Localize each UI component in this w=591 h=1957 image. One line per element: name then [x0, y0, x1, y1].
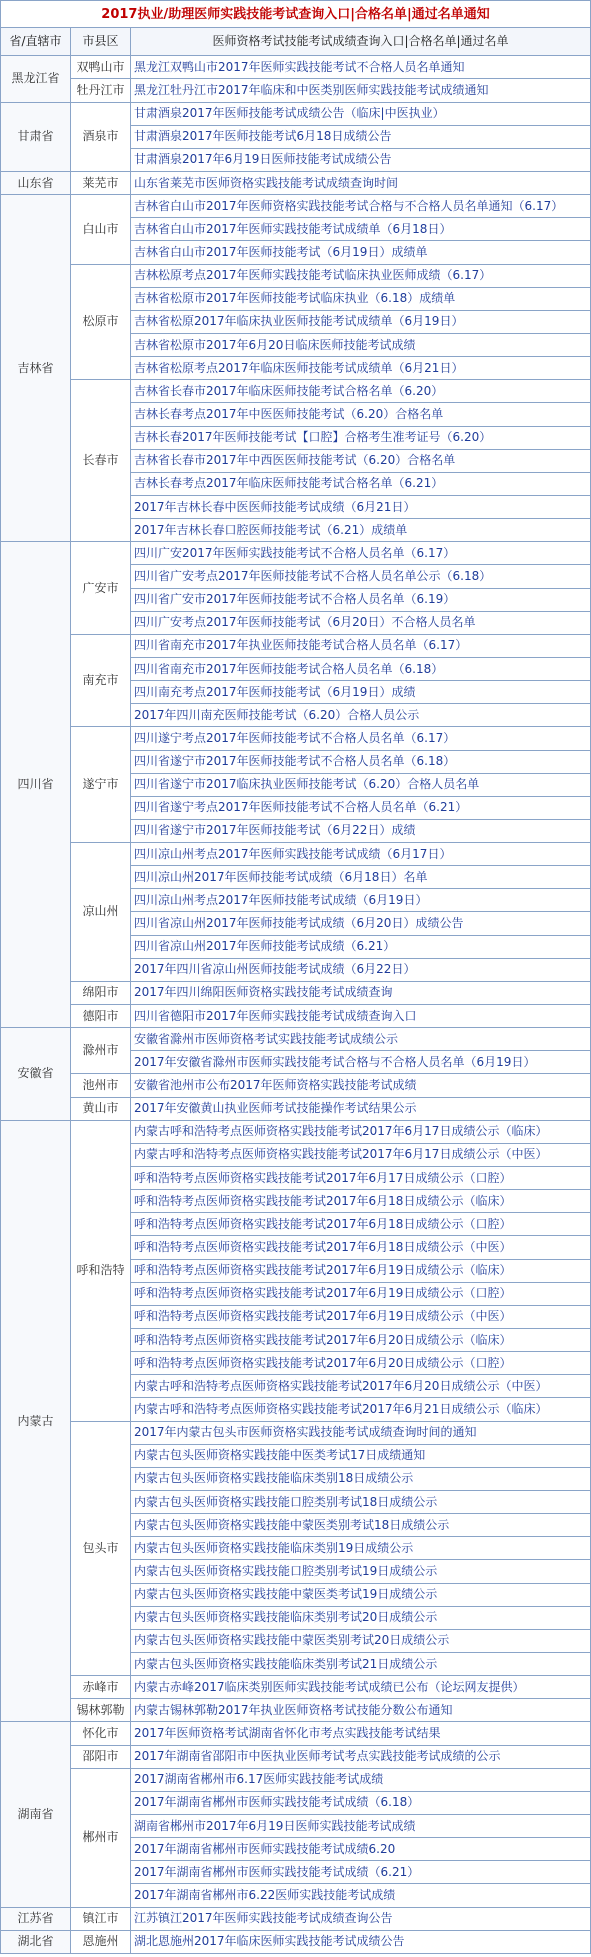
score-link[interactable]: 2017年湖南省郴州市医师实践技能考试成绩6.20	[134, 1841, 396, 1856]
table-row	[1, 1005, 591, 1028]
score-link[interactable]: 内蒙古包头医师资格实践技能临床类别考试20日成绩公示	[134, 1610, 438, 1625]
score-link[interactable]: 四川省南充市2017年执业医师技能考试合格人员名单（6.17）	[134, 638, 468, 653]
score-link[interactable]: 四川省南充市2017年医师技能考试合格人员名单（6.18）	[134, 661, 444, 676]
score-link[interactable]: 安徽省滁州市医师资格考试实践技能考试成绩公示	[134, 1031, 399, 1046]
score-link[interactable]: 黑龙江双鸭山市2017年医师实践技能考试不合格人员名单通知	[134, 59, 465, 74]
score-link[interactable]: 吉林省松原2017年临床执业医师技能考试成绩单（6月19日）	[134, 314, 464, 329]
link-cell	[131, 1514, 591, 1537]
score-link[interactable]: 安徽省池州市公布2017年医师资格实践技能考试成绩	[134, 1078, 417, 1093]
table-row	[1, 1745, 591, 1768]
score-link[interactable]: 内蒙古锡林郭勒2017年执业医师资格考试技能分数公布通知	[134, 1702, 453, 1717]
link-cell	[131, 102, 591, 125]
score-link[interactable]: 2017年湖南省邵阳市中医执业医师考试考点实践技能考试成绩的公示	[134, 1749, 501, 1764]
link-cell	[131, 819, 591, 842]
table-row	[1, 542, 591, 565]
score-link[interactable]: 内蒙古包头医师资格实践技能临床类别考试21日成绩公示	[134, 1656, 438, 1671]
link-cell	[131, 1143, 591, 1166]
table-row	[1, 1120, 591, 1143]
table-row	[1, 195, 591, 218]
link-cell	[131, 542, 591, 565]
link-cell	[131, 310, 591, 333]
city-cell: 松原市	[71, 264, 131, 380]
table-row	[1, 171, 591, 194]
score-link[interactable]: 四川凉山州考点2017年医师实践技能考试成绩（6月17日）	[134, 846, 452, 861]
link-cell	[131, 750, 591, 773]
table-row	[1, 79, 591, 102]
link-cell	[131, 796, 591, 819]
score-link[interactable]: 2017年安徽省滁州市医师实践技能考试合格与不合格人员名单（6月19日）	[134, 1054, 536, 1069]
city-cell: 滁州市	[71, 1028, 131, 1074]
score-link[interactable]: 吉林长春考点2017年临床医师技能考试合格名单（6.21）	[134, 476, 444, 491]
province-cell: 四川省	[1, 542, 71, 1028]
province-cell: 黑龙江省	[1, 56, 71, 102]
score-link[interactable]: 内蒙古包头医师资格实践技能中医类考试17日成绩通知	[134, 1448, 426, 1463]
link-cell	[131, 171, 591, 194]
link-cell	[131, 1583, 591, 1606]
province-cell: 安徽省	[1, 1028, 71, 1121]
link-cell	[131, 403, 591, 426]
table-row	[1, 102, 591, 125]
score-link[interactable]: 内蒙古包头医师资格实践技能临床类别19日成绩公示	[134, 1540, 414, 1555]
link-cell	[131, 1305, 591, 1328]
link-cell	[131, 1791, 591, 1814]
table-row	[1, 1421, 591, 1444]
score-link[interactable]: 吉林长春考点2017年中医医师技能考试（6.20）合格名单	[134, 406, 444, 421]
city-cell: 赤峰市	[71, 1676, 131, 1699]
score-link[interactable]: 内蒙古包头医师资格实践技能中蒙医类别考试20日成绩公示	[134, 1633, 450, 1648]
link-cell	[131, 1768, 591, 1791]
score-link[interactable]: 呼和浩特考点医师资格实践技能考试2017年6月20日成绩公示（口腔）	[134, 1355, 512, 1370]
score-link[interactable]: 吉林长春2017年医师技能考试【口腔】合格考生准考证号（6.20）	[134, 430, 492, 445]
table-row	[1, 1722, 591, 1745]
score-link[interactable]: 四川省遂宁市2017临床执业医师技能考试（6.20）合格人员名单	[134, 777, 480, 792]
link-cell	[131, 565, 591, 588]
score-link[interactable]: 呼和浩特考点医师资格实践技能考试2017年6月17日成绩公示（口腔）	[134, 1170, 512, 1185]
link-cell	[131, 1537, 591, 1560]
link-cell	[131, 889, 591, 912]
table-row	[1, 1768, 591, 1791]
table-row	[1, 981, 591, 1004]
city-cell: 牡丹江市	[71, 79, 131, 102]
page-title: 2017执业/助理医师实践技能考试查询入口|合格名单|通过名单通知	[1, 1, 591, 28]
table-row	[1, 634, 591, 657]
link-cell	[131, 657, 591, 680]
score-link[interactable]: 2017年四川南充医师技能考试（6.20）合格人员公示	[134, 707, 420, 722]
city-cell: 怀化市	[71, 1722, 131, 1745]
link-cell	[131, 634, 591, 657]
link-cell	[131, 1213, 591, 1236]
link-cell	[131, 333, 591, 356]
score-link[interactable]: 吉林省松原考点2017年临床医师技能考试成绩单（6月21日）	[134, 360, 464, 375]
score-link[interactable]: 呼和浩特考点医师资格实践技能考试2017年6月18日成绩公示（口腔）	[134, 1216, 512, 1231]
score-link[interactable]: 四川省遂宁市2017年医师技能考试（6月22日）成绩	[134, 823, 416, 838]
score-link[interactable]: 内蒙古包头医师资格实践技能中蒙医类考试19日成绩公示	[134, 1587, 438, 1602]
score-link[interactable]: 2017年四川省凉山州医师技能考试成绩（6月22日）	[134, 962, 416, 977]
score-link[interactable]: 内蒙古呼和浩特考点医师资格实践技能考试2017年6月20日成绩公示（中医）	[134, 1378, 548, 1393]
score-link[interactable]: 四川凉山州考点2017年医师技能考试成绩（6月19日）	[134, 892, 428, 907]
link-cell	[131, 1051, 591, 1074]
score-link[interactable]: 2017年医师资格考试湖南省怀化市考点实践技能考试结果	[134, 1725, 441, 1740]
city-cell: 包头市	[71, 1421, 131, 1676]
link-cell	[131, 1236, 591, 1259]
score-link[interactable]: 呼和浩特考点医师资格实践技能考试2017年6月19日成绩公示（临床）	[134, 1263, 512, 1278]
score-link[interactable]: 2017年湖南省郴州市医师实践技能考试成绩（6.18）	[134, 1795, 420, 1810]
link-cell	[131, 1491, 591, 1514]
link-cell	[131, 125, 591, 148]
score-link[interactable]: 山东省莱芜市医师资格实践技能考试成绩查询时间	[134, 175, 399, 190]
score-link[interactable]: 呼和浩特考点医师资格实践技能考试2017年6月18日成绩公示（中医）	[134, 1240, 512, 1255]
link-cell	[131, 1745, 591, 1768]
score-link[interactable]: 江苏镇江2017年医师实践技能考试成绩查询公告	[134, 1911, 393, 1926]
link-cell	[131, 1907, 591, 1930]
link-cell	[131, 1282, 591, 1305]
link-cell	[131, 449, 591, 472]
link-cell	[131, 1167, 591, 1190]
link-cell	[131, 380, 591, 403]
score-link[interactable]: 湖南省郴州市2017年6月19日医师实践技能考试成绩	[134, 1818, 416, 1833]
link-cell	[131, 704, 591, 727]
link-cell	[131, 1352, 591, 1375]
link-cell	[131, 1028, 591, 1051]
link-cell	[131, 472, 591, 495]
score-link[interactable]: 四川省凉山州2017年医师技能考试成绩（6月20日）成绩公告	[134, 916, 464, 931]
score-link[interactable]: 内蒙古包头医师资格实践技能中蒙医类别考试18日成绩公示	[134, 1517, 450, 1532]
table-row	[1, 1930, 591, 1953]
table-row	[1, 264, 591, 287]
city-cell: 白山市	[71, 195, 131, 264]
score-link[interactable]: 四川南充考点2017年医师技能考试（6月19日）成绩	[134, 684, 416, 699]
link-cell	[131, 1838, 591, 1861]
province-cell: 江苏省	[1, 1907, 71, 1930]
link-cell	[131, 1120, 591, 1143]
link-cell	[131, 519, 591, 542]
score-link[interactable]: 内蒙古呼和浩特考点医师资格实践技能考试2017年6月17日成绩公示（临床）	[134, 1124, 548, 1139]
score-link[interactable]: 吉林省白山市2017年医师资格实践技能考试合格与不合格人员名单通知（6.17）	[134, 198, 564, 213]
score-link[interactable]: 四川省凉山州2017年医师技能考试成绩（6.21）	[134, 939, 396, 954]
province-cell: 山东省	[1, 171, 71, 194]
score-link[interactable]: 呼和浩特考点医师资格实践技能考试2017年6月18日成绩公示（临床）	[134, 1193, 512, 1208]
link-cell	[131, 1884, 591, 1907]
city-cell: 凉山州	[71, 843, 131, 982]
header-province: 省/直辖市	[1, 28, 71, 56]
link-cell	[131, 1814, 591, 1837]
province-cell: 吉林省	[1, 195, 71, 542]
score-link[interactable]: 2017年吉林长春口腔医师技能考试（6.21）成绩单	[134, 522, 408, 537]
link-cell	[131, 1722, 591, 1745]
city-cell: 绵阳市	[71, 981, 131, 1004]
score-link[interactable]: 2017年吉林长春中医医师技能考试成绩（6月21日）	[134, 499, 416, 514]
link-cell	[131, 1329, 591, 1352]
score-link[interactable]: 内蒙古包头医师资格实践技能口腔类别考试19日成绩公示	[134, 1563, 438, 1578]
link-cell	[131, 681, 591, 704]
table-row	[1, 1699, 591, 1722]
city-cell: 郴州市	[71, 1768, 131, 1907]
link-cell	[131, 588, 591, 611]
score-link[interactable]: 黑龙江牡丹江市2017年临床和中医类别医师实践技能考试成绩通知	[134, 82, 489, 97]
link-cell	[131, 1074, 591, 1097]
link-cell	[131, 1444, 591, 1467]
score-link[interactable]: 甘肃酒泉2017年6月19日医师技能考试成绩公告	[134, 152, 392, 167]
score-link[interactable]: 2017年内蒙古包头市医师资格实践技能考试成绩查询时间的通知	[134, 1425, 477, 1440]
title-row	[1, 1, 591, 28]
city-cell: 锡林郭勒	[71, 1699, 131, 1722]
score-link[interactable]: 2017年安徽黄山执业医师考试技能操作考试结果公示	[134, 1101, 417, 1116]
link-cell	[131, 773, 591, 796]
score-link[interactable]: 2017年四川绵阳医师资格实践技能考试成绩查询	[134, 985, 393, 1000]
score-link[interactable]: 四川遂宁考点2017年医师技能考试不合格人员名单（6.17）	[134, 730, 456, 745]
link-cell	[131, 1005, 591, 1028]
link-cell	[131, 843, 591, 866]
table-row	[1, 56, 591, 79]
city-cell: 南充市	[71, 634, 131, 727]
score-link[interactable]: 呼和浩特考点医师资格实践技能考试2017年6月20日成绩公示（临床）	[134, 1332, 512, 1347]
table-row	[1, 1097, 591, 1120]
link-cell	[131, 1398, 591, 1421]
score-link[interactable]: 吉林松原考点2017年医师实践技能考试临床执业医师成绩（6.17）	[134, 268, 492, 283]
score-link[interactable]: 吉林省白山市2017年医师技能考试（6月19日）成绩单	[134, 244, 428, 259]
city-cell: 邵阳市	[71, 1745, 131, 1768]
score-link[interactable]: 四川省遂宁考点2017年医师技能考试不合格人员名单（6.21）	[134, 800, 468, 815]
header-links: 医师资格考试技能考试成绩查询入口|合格名单|通过名单	[131, 28, 591, 56]
city-cell: 广安市	[71, 542, 131, 635]
link-cell	[131, 1606, 591, 1629]
link-cell	[131, 1652, 591, 1675]
link-cell	[131, 1097, 591, 1120]
link-cell	[131, 56, 591, 79]
city-cell: 双鸭山市	[71, 56, 131, 79]
header-row	[1, 28, 591, 56]
link-cell	[131, 611, 591, 634]
city-cell: 酒泉市	[71, 102, 131, 171]
province-cell: 甘肃省	[1, 102, 71, 171]
score-link[interactable]: 2017年湖南省郴州市6.22医师实践技能考试成绩	[134, 1887, 396, 1902]
score-link[interactable]: 2017湖南省郴州市6.17医师实践技能考试成绩	[134, 1772, 384, 1787]
link-cell	[131, 935, 591, 958]
table-row	[1, 1074, 591, 1097]
province-cell: 湖北省	[1, 1930, 71, 1953]
score-link[interactable]: 吉林省松原市2017年医师技能考试临床执业（6.18）成绩单	[134, 291, 456, 306]
link-cell	[131, 727, 591, 750]
table-row	[1, 1028, 591, 1051]
city-cell: 镇江市	[71, 1907, 131, 1930]
link-cell	[131, 241, 591, 264]
score-link[interactable]: 四川省广安市2017年医师技能考试不合格人员名单（6.19）	[134, 592, 456, 607]
table-row	[1, 727, 591, 750]
city-cell: 长春市	[71, 380, 131, 542]
score-link[interactable]: 四川凉山州2017年医师技能考试成绩（6月18日）名单	[134, 869, 428, 884]
score-link[interactable]: 内蒙古呼和浩特考点医师资格实践技能考试2017年6月17日成绩公示（中医）	[134, 1147, 548, 1162]
province-cell: 湖南省	[1, 1722, 71, 1907]
link-cell	[131, 1375, 591, 1398]
link-cell	[131, 866, 591, 889]
score-link[interactable]: 甘肃酒泉2017年医师技能考试成绩公告（临床|中医执业）	[134, 106, 445, 121]
province-cell: 内蒙古	[1, 1120, 71, 1722]
city-cell: 遂宁市	[71, 727, 131, 843]
table-row	[1, 380, 591, 403]
link-cell	[131, 357, 591, 380]
score-link[interactable]: 内蒙古包头医师资格实践技能临床类别18日成绩公示	[134, 1471, 414, 1486]
score-link[interactable]: 内蒙古包头医师资格实践技能口腔类别考试18日成绩公示	[134, 1494, 438, 1509]
score-link[interactable]: 2017年湖南省郴州市医师实践技能考试成绩（6.21）	[134, 1864, 420, 1879]
score-link[interactable]: 四川省德阳市2017年医师实践技能考试成绩查询入口	[134, 1008, 417, 1023]
link-cell	[131, 1467, 591, 1490]
city-cell: 黄山市	[71, 1097, 131, 1120]
link-cell	[131, 1629, 591, 1652]
link-cell	[131, 1930, 591, 1953]
header-city: 市县区	[71, 28, 131, 56]
link-cell	[131, 195, 591, 218]
score-link[interactable]: 四川省遂宁市2017年医师技能考试不合格人员名单（6.18）	[134, 754, 456, 769]
city-cell: 呼和浩特	[71, 1120, 131, 1421]
score-link[interactable]: 吉林省白山市2017年医师实践技能考试成绩单（6月18日）	[134, 221, 452, 236]
score-link[interactable]: 呼和浩特考点医师资格实践技能考试2017年6月19日成绩公示（中医）	[134, 1309, 512, 1324]
score-link[interactable]: 内蒙古赤峰2017临床类别医师实践技能考试成绩已公布（论坛网友提供）	[134, 1679, 525, 1694]
link-cell	[131, 495, 591, 518]
link-cell	[131, 264, 591, 287]
link-cell	[131, 1676, 591, 1699]
score-link[interactable]: 四川省广安考点2017年医师技能考试不合格人员名单公示（6.18）	[134, 568, 492, 583]
link-cell	[131, 79, 591, 102]
link-cell	[131, 1560, 591, 1583]
score-link[interactable]: 吉林省长春市2017年临床医师技能考试合格名单（6.20）	[134, 383, 444, 398]
link-cell	[131, 148, 591, 171]
score-link[interactable]: 内蒙古呼和浩特考点医师资格实践技能考试2017年6月21日成绩公示（临床）	[134, 1402, 548, 1416]
city-cell: 恩施州	[71, 1930, 131, 1953]
score-link[interactable]: 湖北恩施州2017年临床医师实践技能考试成绩公告	[134, 1934, 405, 1949]
score-link[interactable]: 甘肃酒泉2017年医师技能考试6月18日成绩公告	[134, 129, 392, 144]
link-cell	[131, 912, 591, 935]
table-row	[1, 1907, 591, 1930]
score-link[interactable]: 呼和浩特考点医师资格实践技能考试2017年6月19日成绩公示（口腔）	[134, 1286, 512, 1301]
link-cell	[131, 958, 591, 981]
score-link[interactable]: 吉林省松原市2017年6月20日临床医师技能考试成绩	[134, 337, 416, 352]
city-cell: 德阳市	[71, 1005, 131, 1028]
city-cell: 池州市	[71, 1074, 131, 1097]
table-row	[1, 1676, 591, 1699]
score-link[interactable]: 四川广安2017年医师实践技能考试不合格人员名单（6.17）	[134, 545, 456, 560]
link-cell	[131, 1190, 591, 1213]
link-cell	[131, 981, 591, 1004]
link-cell	[131, 1259, 591, 1282]
score-link[interactable]: 吉林省长春市2017年中西医医师技能考试（6.20）合格名单	[134, 453, 456, 468]
link-cell	[131, 1699, 591, 1722]
city-cell: 莱芜市	[71, 171, 131, 194]
score-link[interactable]: 四川广安考点2017年医师技能考试（6月20日）不合格人员名单	[134, 615, 476, 630]
link-cell	[131, 287, 591, 310]
table-row	[1, 843, 591, 866]
link-cell	[131, 1861, 591, 1884]
link-cell	[131, 1421, 591, 1444]
link-cell	[131, 426, 591, 449]
link-cell	[131, 218, 591, 241]
